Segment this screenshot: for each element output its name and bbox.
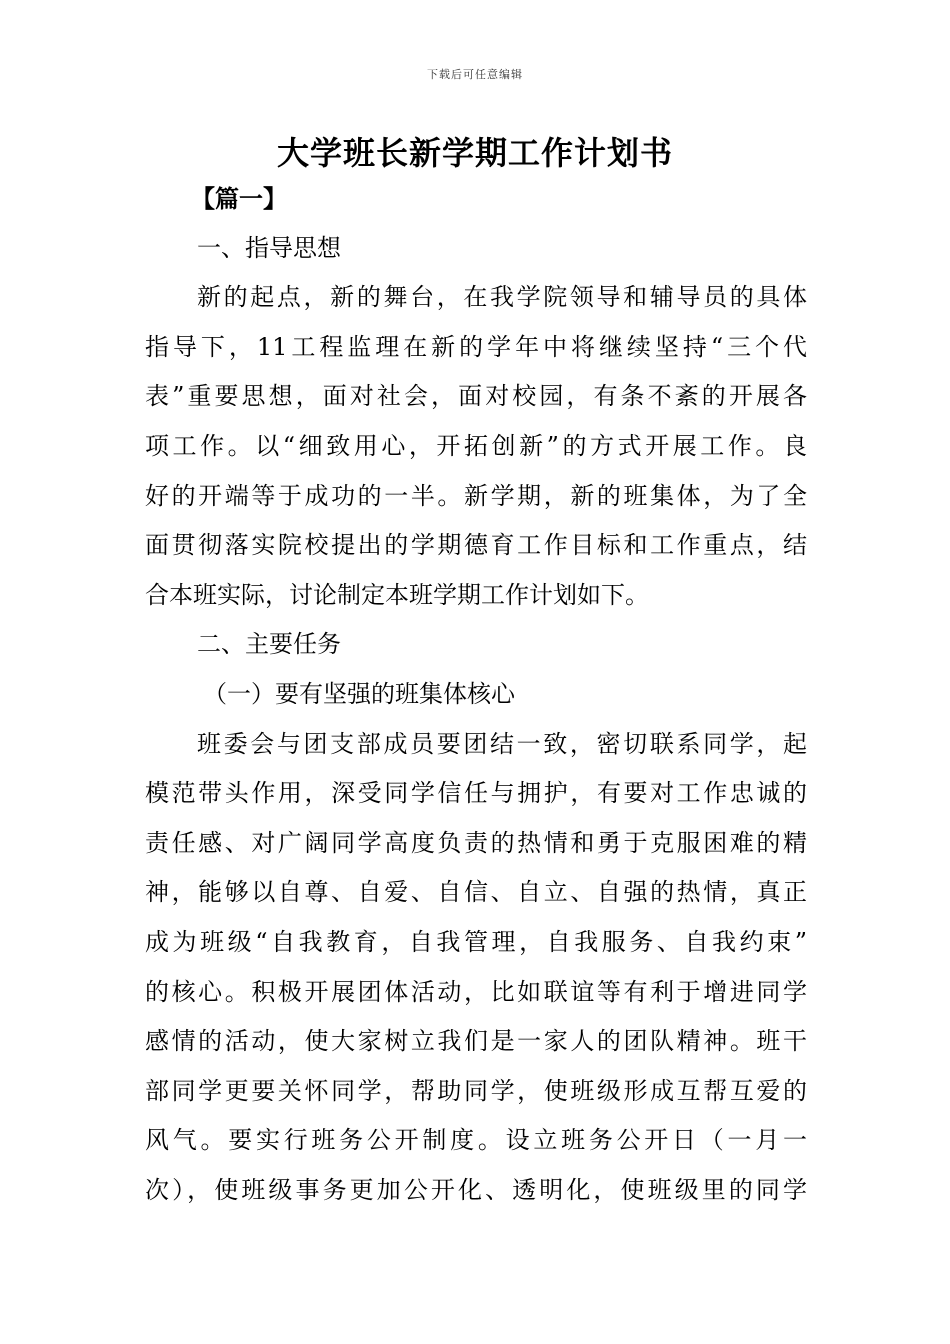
paragraph-line: 成为班级“自我教育，自我管理，自我服务、自我约束” bbox=[145, 927, 807, 956]
paragraph-line: 风气。要实行班务公开制度。设立班务公开日（一月一 bbox=[145, 1126, 807, 1155]
document-body bbox=[145, 174, 807, 1215]
paragraph-line: 指导下，11工程监理在新的学年中将继续坚持“三个代 bbox=[145, 332, 807, 361]
paragraph-line: 部同学更要关怀同学，帮助同学，使班级形成互帮互爱的 bbox=[145, 1076, 807, 1105]
paragraph-line: 责任感、对广阔同学高度负责的热情和勇于克服困难的精 bbox=[145, 828, 807, 857]
paragraph-line: 次），使班级事务更加公开化、透明化，使班级里的同学 bbox=[145, 1175, 807, 1204]
paragraph-line: 表”重要思想，面对社会，面对校园，有条不紊的开展各 bbox=[145, 382, 807, 411]
heading-main-tasks: 二、主要任务 bbox=[197, 630, 341, 659]
paragraph-line: 新的起点，新的舞台，在我学院领导和辅导员的具体 bbox=[197, 283, 807, 312]
header-note: 下载后可任意编辑 bbox=[427, 68, 523, 81]
paragraph-line: 面贯彻落实院校提出的学期德育工作目标和工作重点，结 bbox=[145, 531, 807, 560]
paragraph-line: 班委会与团支部成员要团结一致，密切联系同学，起 bbox=[197, 729, 807, 758]
paragraph-line: 神，能够以自尊、自爱、自信、自立、自强的热情，真正 bbox=[145, 878, 807, 907]
paragraph-line: 感情的活动，使大家树立我们是一家人的团队精神。班干 bbox=[145, 1027, 807, 1056]
paragraph-line: 合本班实际，讨论制定本班学期工作计划如下。 bbox=[145, 580, 649, 609]
paragraph-line: 好的开端等于成功的一半。新学期，新的班集体，为了全 bbox=[145, 481, 807, 510]
subheading-class-core: （一）要有坚强的班集体核心 bbox=[203, 679, 515, 708]
section-tag: 【篇一】 bbox=[191, 184, 287, 213]
paragraph-line: 的核心。积极开展团体活动，比如联谊等有利于增进同学 bbox=[145, 977, 807, 1006]
document-title: 大学班长新学期工作计划书 bbox=[276, 134, 673, 172]
paragraph-line: 模范带头作用，深受同学信任与拥护，有要对工作忠诚的 bbox=[145, 779, 807, 808]
heading-guiding-ideology: 一、指导思想 bbox=[197, 233, 341, 262]
paragraph-line: 项工作。以“细致用心，开拓创新”的方式开展工作。良 bbox=[145, 431, 807, 460]
